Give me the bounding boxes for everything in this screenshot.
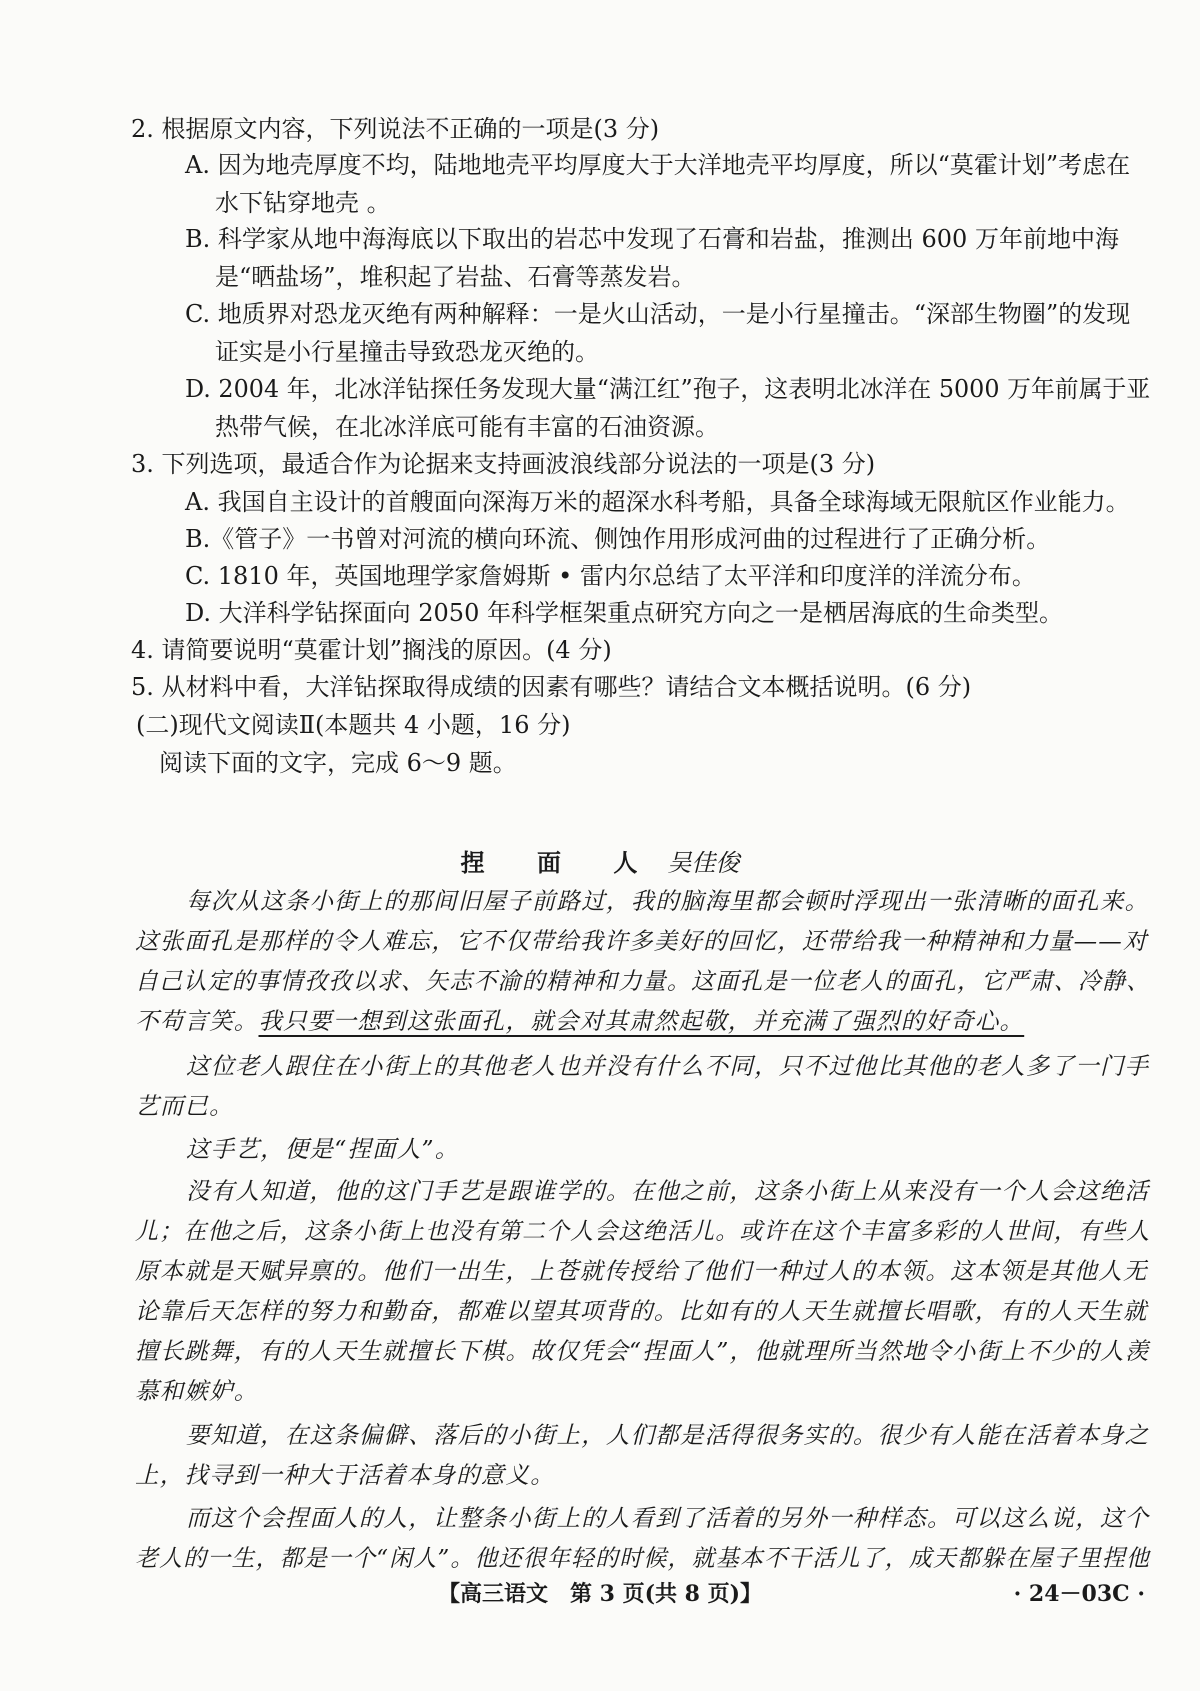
question-3-option-a: A. 我国自主设计的首艘面向深海万米的超深水科考船，具备全球海域无限航区作业能力。 bbox=[185, 488, 1130, 516]
question-2-option-d: D. 2004 年，北冰洋钻探任务发现大量“满江红”孢子，这表明北冰洋在 5000 万年前属于亚 bbox=[185, 375, 1151, 403]
article-line: 要知道，在这条偏僻、落后的小街上，人们都是活得很务实的。很少有人能在活着本身之 bbox=[186, 1421, 1150, 1449]
section-heading: (二)现代文阅读Ⅱ(本题共 4 小题，16 分) bbox=[136, 711, 571, 739]
article-line: 论靠后天怎样的努力和勤奋，都难以望其项背的。比如有的人天生就擅长唱歌，有的人天生就 bbox=[135, 1297, 1148, 1325]
question-5: 5. 从材料中看，大洋钻探取得成绩的因素有哪些？请结合文本概括说明。(6 分) bbox=[131, 673, 972, 701]
question-2-option-b-cont: 是“晒盐场”，堆积起了岩盐、石膏等蒸发岩。 bbox=[215, 263, 696, 291]
article-line: 上，找寻到一种大于活着本身的意义。 bbox=[135, 1461, 555, 1489]
article-line: 慕和嫉妒。 bbox=[135, 1377, 259, 1405]
question-2-option-a-cont: 水下钻穿地壳 。 bbox=[215, 189, 391, 217]
article-line: 这手艺，便是“捏面人”。 bbox=[186, 1135, 460, 1163]
exam-code: · 24－03C · bbox=[1013, 1581, 1145, 1607]
article-line: 艺而已。 bbox=[135, 1092, 234, 1120]
article-text: 不苟言笑。 bbox=[135, 1007, 259, 1035]
question-3-option-c: C. 1810 年，英国地理学家詹姆斯 • 雷内尔总结了太平洋和印度洋的洋流分布。 bbox=[185, 562, 1036, 590]
article-line: 而这个会捏面人的人，让整条小街上的人看到了活着的另外一种样态。可以这么说，这个 bbox=[186, 1504, 1150, 1532]
question-3-stem: 3. 下列选项，最适合作为论据来支持画波浪线部分说法的一项是(3 分) bbox=[131, 450, 876, 478]
section-instruction: 阅读下面的文字，完成 6～9 题。 bbox=[159, 749, 517, 777]
wavy-underlined-sentence: 我只要一想到这张面孔，就会对其肃然起敬，并充满了强烈的好奇心。 bbox=[258, 1007, 1025, 1035]
article-line bbox=[135, 1004, 1024, 1038]
question-2-option-b: B. 科学家从地中海海底以下取出的岩芯中发现了石膏和岩盐，推测出 600 万年前地中海 bbox=[185, 225, 1119, 253]
question-4: 4. 请简要说明“莫霍计划”搁浅的原因。(4 分) bbox=[131, 636, 612, 664]
question-2-option-d-cont: 热带气候，在北冰洋底可能有丰富的石油资源。 bbox=[215, 413, 719, 441]
article-line: 自己认定的事情孜孜以求、矢志不渝的精神和力量。这面孔是一位老人的面孔，它严肃、冷静、 bbox=[135, 967, 1151, 995]
article-line: 擅长跳舞，有的人天生就擅长下棋。故仅凭会“捏面人”，他就理所当然地令小街上不少的人羡 bbox=[135, 1337, 1150, 1365]
article-title: 捏 面 人 bbox=[460, 848, 660, 877]
article-line: 每次从这条小街上的那间旧屋子前路过，我的脑海里都会顿时浮现出一张清晰的面孔来。 bbox=[186, 887, 1150, 915]
article-line: 这张面孔是那样的令人难忘，它不仅带给我许多美好的回忆，还带给我一种精神和力量——对 bbox=[135, 927, 1148, 955]
article-line: 原本就是天赋异禀的。他们一出生，上苍就传授给了他们一种过人的本领。这本领是其他人无 bbox=[135, 1257, 1148, 1285]
question-2-stem: 2. 根据原文内容，下列说法不正确的一项是(3 分) bbox=[131, 115, 660, 143]
question-2-option-c-cont: 证实是小行星撞击导致恐龙灭绝的。 bbox=[215, 338, 599, 366]
article-line: 没有人知道，他的这门手艺是跟谁学的。在他之前，这条小街上从来没有一个人会这绝活 bbox=[186, 1177, 1150, 1205]
article-author: 吴佳俊 bbox=[667, 849, 740, 877]
article-title-row bbox=[0, 846, 1200, 880]
question-3-option-b: B.《管子》一书曾对河流的横向环流、侧蚀作用形成河曲的过程进行了正确分析。 bbox=[185, 525, 1051, 553]
article-line: 老人的一生，都是一个“闲人”。他还很年轻的时候，就基本不干活儿了，成天都躲在屋子里捏他 bbox=[135, 1544, 1151, 1572]
article-line: 这位老人跟住在小街上的其他老人也并没有什么不同，只不过他比其他的老人多了一门手 bbox=[186, 1052, 1150, 1080]
article-line: 儿；在他之后，这条小街上也没有第二个人会这绝活儿。或许在这个丰富多彩的人世间，有些人 bbox=[135, 1217, 1151, 1245]
question-2-option-a: A. 因为地壳厚度不均，陆地地壳平均厚度大于大洋地壳平均厚度，所以“莫霍计划”考虑在 bbox=[185, 151, 1131, 179]
question-2-option-c: C. 地质界对恐龙灭绝有两种解释：一是火山活动，一是小行星撞击。“深部生物圈”的发现 bbox=[185, 300, 1131, 328]
question-3-option-d: D. 大洋科学钻探面向 2050 年科学框架重点研究方向之一是栖居海底的生命类型。 bbox=[185, 599, 1063, 627]
page-footer: 【高三语文 第 3 页(共 8 页)】 bbox=[437, 1581, 763, 1607]
